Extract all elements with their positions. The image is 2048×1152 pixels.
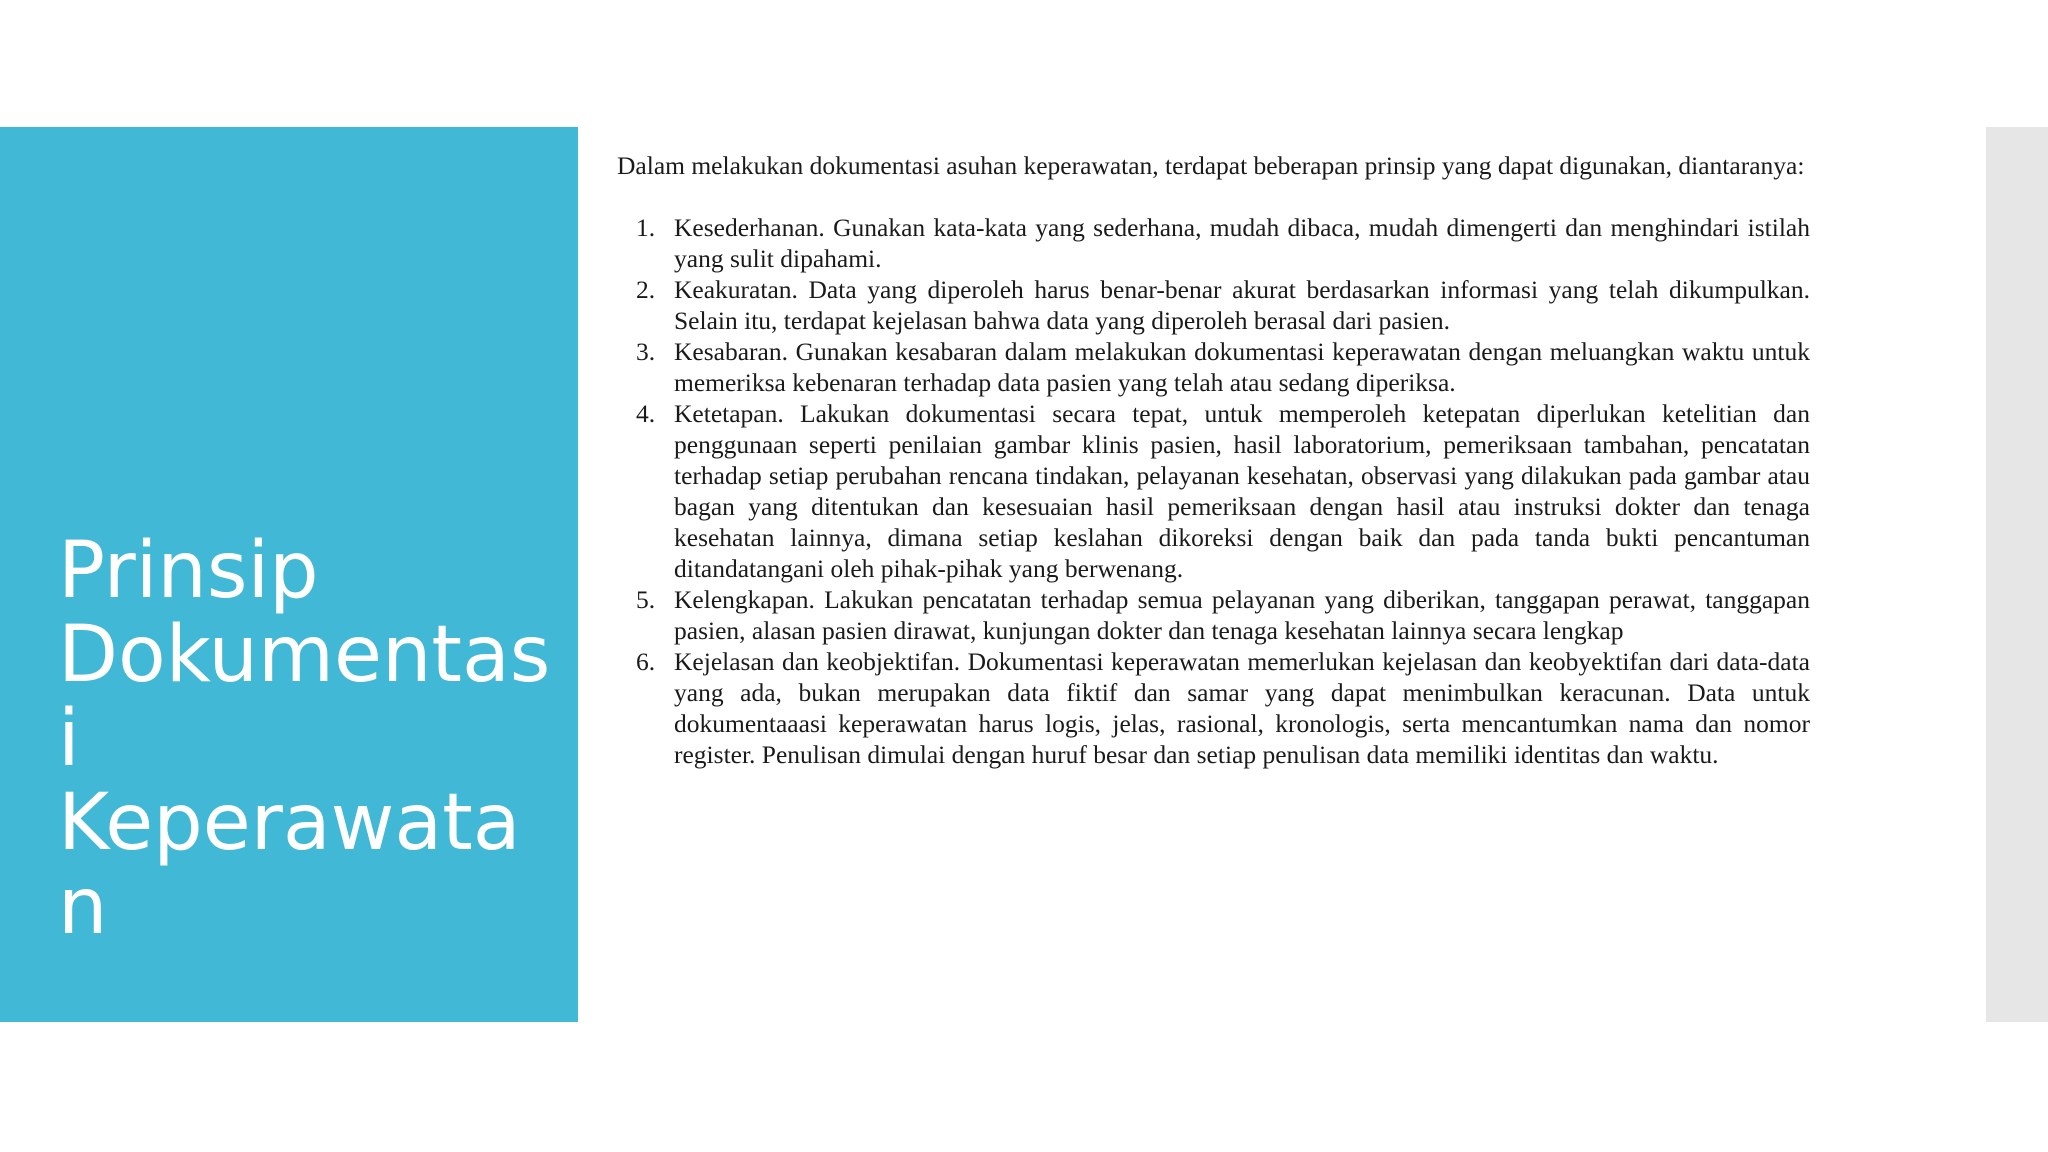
item-number: 5. (636, 585, 656, 614)
item-text: Kejelasan dan keobjektifan. Dokumentasi keperawatan memerlukan kejelasan dan keobyektifan dari data-data yang ada, bukan merupakan data fiktif dan samar yang dapat menimbulkan keracunan. Data untuk dokumentaaasi keperawatan harus logis, jelas, rasional, kronologis, serta mencantumkan nama dan nomor register. Penulisan dimulai dengan huruf besar dan setiap penulisan data memiliki identitas dan waktu. (674, 647, 1810, 769)
list-item (617, 274, 1810, 336)
item-number: 6. (636, 647, 656, 676)
slide-title (58, 526, 568, 952)
item-text: Keakuratan. Data yang diperoleh harus benar-benar akurat berdasarkan informasi yang telah dikumpulkan. Selain itu, terdapat kejelasan bahwa data yang diperoleh berasal dari pasien. (674, 275, 1810, 335)
right-accent-bar (1986, 127, 2048, 1022)
item-number: 3. (636, 337, 656, 366)
item-number: 4. (636, 399, 656, 428)
title-line: Prinsip (58, 526, 319, 616)
title-line: Dokumentas (58, 610, 551, 700)
item-text: Kelengkapan. Lakukan pencatatan terhadap semua pelayanan yang diberikan, tanggapan perawat, tanggapan pasien, alasan pasien dirawat, kunjungan dokter dan tenaga kesehatan lainnya secara lengkap (674, 585, 1810, 645)
title-line: Keperawatan (58, 778, 521, 952)
item-number: 2. (636, 275, 656, 304)
item-text: Kesabaran. Gunakan kesabaran dalam melakukan dokumentasi keperawatan dengan meluangkan waktu untuk memeriksa kebenaran terhadap data pasien yang telah atau sedang diperiksa. (674, 337, 1810, 397)
list-item (617, 398, 1810, 584)
principles-list (617, 212, 1810, 770)
list-item (617, 646, 1810, 770)
list-item (617, 584, 1810, 646)
content-body (617, 150, 1810, 770)
list-item (617, 212, 1810, 274)
item-text: Ketetapan. Lakukan dokumentasi secara tepat, untuk memperoleh ketepatan diperlukan ketelitian dan penggunaan seperti penilaian gambar klinis pasien, hasil laboratorium, pemeriksaan tambahan, pencatatan terhadap setiap perubahan rencana tindakan, pelayanan kesehatan, observasi yang dilakukan pada gambar atau bagan yang ditentukan dan kesesuaian hasil pemeriksaan dengan hasil atau instruksi dokter dan tenaga kesehatan lainnya, dimana setiap keslahan dikoreksi dengan baik dan pada tanda bukti pencantuman ditandatangani oleh pihak-pihak yang berwenang. (674, 399, 1810, 583)
list-item (617, 336, 1810, 398)
item-number: 1. (636, 213, 656, 242)
intro-paragraph: Dalam melakukan dokumentasi asuhan keperawatan, terdapat beberapan prinsip yang dapat digunakan, diantaranya: (617, 151, 1805, 180)
title-panel (0, 127, 578, 1022)
title-line: i (58, 694, 80, 784)
item-text: Kesederhanan. Gunakan kata-kata yang sederhana, mudah dibaca, mudah dimengerti dan menghindari istilah yang sulit dipahami. (674, 213, 1810, 273)
